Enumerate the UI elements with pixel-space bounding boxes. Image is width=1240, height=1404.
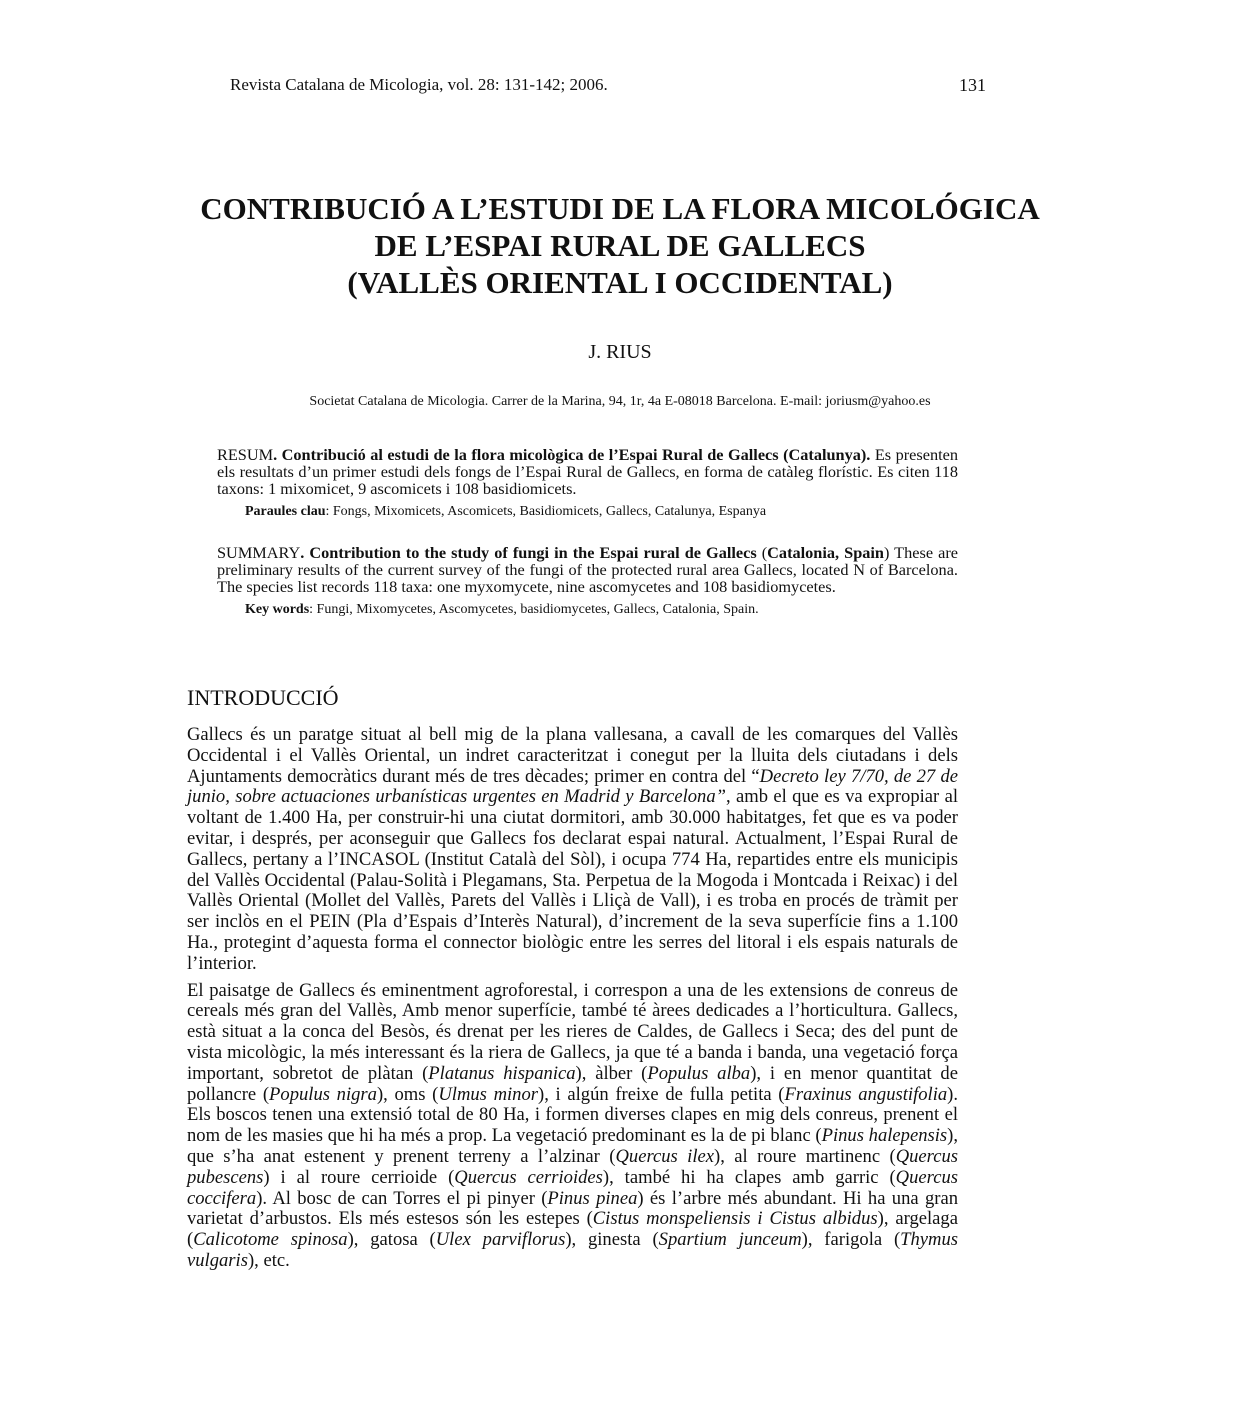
- affiliation: Societat Catalana de Micologia. Carrer de la Marina, 94, 1r, 4a E-08018 Barcelona. E-mail: joriusm@yahoo.es: [309, 394, 931, 409]
- keywords-label: Key words: [245, 602, 310, 617]
- text-run: ), ginesta (: [565, 1229, 659, 1251]
- introduction-body: [187, 725, 958, 1278]
- text-run: ), que s’ha anat estenent y prenent terreny a l’alzinar (: [187, 1125, 959, 1167]
- text-run: ) és l’arbre més abundant. Hi ha una gran varietat d’arbustos. Els més estesos són les estepes (: [187, 1187, 958, 1230]
- summary-label: SUMMARY: [217, 543, 301, 562]
- species-name: Populus alba: [647, 1062, 751, 1084]
- species-name: Calicotome spinosa: [193, 1229, 348, 1251]
- summary-paren: (: [756, 543, 768, 562]
- species-name: Platanus hispanica: [428, 1062, 576, 1084]
- text-run: ), etc.: [247, 1249, 290, 1271]
- text-run: ), també hi ha clapes amb garric (: [602, 1166, 896, 1188]
- title-line: DE L’ESPAI RURAL DE GALLECS: [374, 228, 866, 263]
- species-name: Spartium junceum: [658, 1229, 802, 1251]
- text-run: ), al roure martinenc (: [714, 1145, 896, 1167]
- resum-paragraph: [217, 446, 958, 497]
- resum-heading: . Contribució al estudi de la flora micològica de l’Espai Rural de Gallecs (Catalunya).: [273, 445, 871, 464]
- text-run: ), farigola (: [801, 1229, 901, 1251]
- text-run: ). Al bosc de can Torres el pi pinyer (: [256, 1187, 548, 1209]
- text-run: ), àlber (: [575, 1062, 648, 1084]
- species-name: Pinus pinea: [547, 1187, 638, 1209]
- text-run: ). Els boscos tenen una extensió total de 80 Ha, i formen diverses clapes en mig dels conreus, prenent el nom de les masies que hi ha més a prop. La vegetació predominant es la de pi blanc (: [187, 1083, 959, 1147]
- summary-heading: . Contribution to the study of fungi in the Espai rural de Gallecs: [300, 543, 757, 562]
- text-run: ), argelaga (: [187, 1208, 958, 1251]
- species-name: Thymus vulgaris: [187, 1229, 958, 1271]
- resum-text: Es presenten els resultats d’un primer estudi dels fongs de l’Espai Rural de Gallecs, en forma de catàleg florístic. Es citen 118 taxons: 1 mixomicet, 9 ascomicets i 108 basidiomicets.: [217, 445, 958, 498]
- author: J. RIUS: [588, 341, 652, 363]
- italic-run: Decreto ley 7/70, de 27 de junio, sobre actuaciones urbanísticas urgentes en Madrid y Barcelona”: [187, 765, 958, 808]
- section-heading-introduction: INTRODUCCIÓ: [187, 685, 339, 710]
- title-line: CONTRIBUCIÓ A L’ESTUDI DE LA FLORA MICOLÓGICA: [200, 191, 1040, 226]
- summary-paren-close: ): [883, 543, 890, 562]
- text-run: El paisatge de Gallecs és eminentment agroforestal, i correspon a una de les extensions de conreus de cereals més gran del Vallès, Amb menor superfície, també té àrees dedicades a l’horticultura. Gallecs, està situat a la conca del Besòs, és drenat per les rieres de Caldes, de Gallecs i Seca; des del punt de vista micològic, la més interessant és la riera de Gallecs, ja que té a banda i banda, una vegetació força important, sobretot de plàtan (: [187, 979, 958, 1084]
- species-name: Quercus ilex: [615, 1145, 715, 1167]
- resum-block: [217, 446, 958, 521]
- text-run: ), i algún freixe de fulla petita (: [538, 1083, 785, 1105]
- species-name: Quercus cerrioides: [454, 1166, 603, 1188]
- species-name: Ulex parviflorus: [435, 1229, 566, 1251]
- species-name: Quercus pubescens: [187, 1145, 958, 1188]
- species-name: Quercus coccifera: [187, 1166, 958, 1209]
- text-run: ) i al roure cerrioide (: [263, 1166, 455, 1188]
- summary-text: These are preliminary results of the current survey of the fungi of the protected rural area Gallecs, located N of Barcelona. The species list records 118 taxa: one myxomycete, nine ascomycetes and 108 basidiomycetes.: [217, 543, 958, 596]
- species-name: Fraxinus angustifolia: [784, 1083, 948, 1105]
- running-head: [230, 74, 986, 98]
- text-run: Gallecs és un paratge situat al bell mig de la plana vallesana, a cavall de les comarques del Vallès Occidental i el Vallès Oriental, un indret caracteritzat i conegut per la lluita dels ciutadans i dels Ajuntaments democràtics durant més de tres dècades; primer en contra del “: [187, 724, 958, 787]
- resum-label: RESUM: [217, 445, 274, 464]
- text-run: ), oms (: [376, 1083, 439, 1105]
- text-run: , amb el que es va expropiar al voltant de 1.400 Ha, per construir-hi una ciutat dormitori, amb 30.000 habitatges, fet que es va poder evitar, i després, per aconseguir que Gallecs fos declarat espai natural. Actualment, l’Espai Rural de Gallecs, pertany a l’INCASOL (Institut Català del Sòl), i ocupa 774 Ha, repartides entre els municipis del Vallès Occidental (Palau-Solità i Plegamans, Sta. Perpetua de la Mogoda i Montcada i Reixac) i del Vallès Oriental (Mollet del Vallès, Parets del Vallès i Lliçà de Vall), i es troba en procés de tràmit per ser inclòs en el PEIN (Pla d’Espais d’Interès Natural), d’increment de la seva superfície fins a 1.100 Ha., protegint d’aquesta forma el connector biològic entre les serres del litoral i els espais naturals de l’interior.: [187, 786, 958, 974]
- species-name: Pinus halepensis: [821, 1125, 948, 1147]
- text-run: ), i en menor quantitat de pollancre (: [187, 1062, 958, 1105]
- keywords-label: Paraules clau: [245, 504, 326, 519]
- summary-block: [217, 544, 958, 619]
- species-name: Ulmus minor: [438, 1083, 538, 1105]
- summary-heading-region: Catalonia, Spain: [767, 543, 884, 562]
- paper-title: [150, 190, 1090, 301]
- keywords-list: : Fongs, Mixomicets, Ascomicets, Basidiomicets, Gallecs, Catalunya, Espanya: [325, 504, 767, 519]
- resum-keywords: [245, 503, 958, 521]
- text-run: ), gatosa (: [347, 1229, 436, 1251]
- paragraph: [187, 981, 958, 1272]
- keywords-list: : Fungi, Mixomycetes, Ascomycetes, basidiomycetes, Gallecs, Catalonia, Spain.: [309, 602, 759, 617]
- summary-paragraph: [217, 544, 958, 595]
- journal-citation: Revista Catalana de Micologia, vol. 28: 131-142; 2006.: [230, 75, 608, 94]
- page-number: 131: [959, 75, 986, 95]
- paragraph: [187, 725, 958, 975]
- species-name: Cistus monspeliensis i Cistus albidus: [592, 1208, 878, 1230]
- summary-keywords: [245, 601, 958, 619]
- species-name: Populus nigra: [269, 1083, 377, 1105]
- title-line: (VALLÈS ORIENTAL I OCCIDENTAL): [347, 265, 893, 300]
